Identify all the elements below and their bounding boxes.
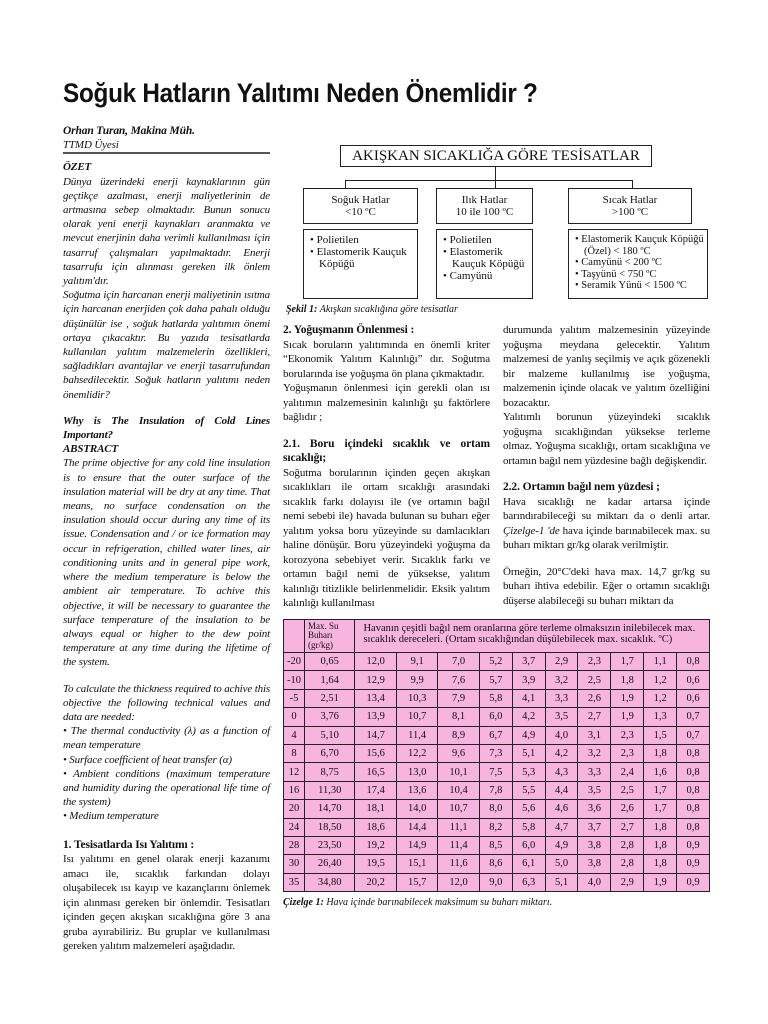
abstract-bullet: • Ambient conditions (maximum temperature and humidity during the operational life time of the system) <box>63 767 270 809</box>
material-item: • Camyünü < 200 ºC <box>575 257 662 268</box>
value-cell: 5,1 <box>512 744 545 762</box>
value-cell: 3,8 <box>578 836 611 854</box>
value-cell: 7,0 <box>438 653 479 671</box>
table-row <box>284 744 710 762</box>
value-cell: 8,6 <box>479 855 512 873</box>
value-cell: 19,5 <box>355 855 396 873</box>
value-cell: 1,7 <box>644 781 677 799</box>
value-cell: 12,0 <box>438 873 479 891</box>
caption-label: Şekil 1: <box>286 304 318 315</box>
value-cell: 1,2 <box>644 671 677 689</box>
value-cell: 6,3 <box>512 873 545 891</box>
temperature-cell: -10 <box>284 671 305 689</box>
max-vapor-cell: 8,75 <box>305 763 355 781</box>
value-cell: 4,9 <box>545 836 578 854</box>
table-row <box>284 689 710 707</box>
value-cell: 2,3 <box>578 653 611 671</box>
value-cell: 0,9 <box>677 873 710 891</box>
value-cell: 12,0 <box>355 653 396 671</box>
group-name: Sıcak Hatlar <box>602 194 658 206</box>
table-row <box>284 818 710 836</box>
table-row <box>284 653 710 671</box>
section-text <box>503 495 710 553</box>
column-middle <box>283 323 490 611</box>
value-cell: 17,4 <box>355 781 396 799</box>
material-item: • Seramik Yünü < 1500 ºC <box>575 280 687 291</box>
table-row <box>284 671 710 689</box>
value-cell: 6,0 <box>512 836 545 854</box>
column-right <box>503 323 710 611</box>
value-cell: 0,6 <box>677 689 710 707</box>
header-empty <box>284 619 305 653</box>
max-vapor-cell: 6,70 <box>305 744 355 762</box>
material-item: • Elastomerik Kauçuk Köpüğü <box>443 246 525 270</box>
value-cell: 14,4 <box>396 818 437 836</box>
value-cell: 4,2 <box>512 708 545 726</box>
value-cell: 3,5 <box>578 781 611 799</box>
value-cell: 12,2 <box>396 744 437 762</box>
value-cell: 11,4 <box>438 836 479 854</box>
value-cell: 18,6 <box>355 818 396 836</box>
temperature-cell: 4 <box>284 726 305 744</box>
table-row <box>284 781 710 799</box>
value-cell: 2,8 <box>611 855 644 873</box>
temperature-cell: 35 <box>284 873 305 891</box>
max-vapor-cell: 34,80 <box>305 873 355 891</box>
value-cell: 8,9 <box>438 726 479 744</box>
value-cell: 14,7 <box>355 726 396 744</box>
abstract-bullet: • Medium temperature <box>63 810 159 823</box>
value-cell: 5,7 <box>479 671 512 689</box>
value-cell: 9,0 <box>479 873 512 891</box>
value-cell: 0,7 <box>677 726 710 744</box>
author-name: Orhan Turan, Makina Müh. <box>63 125 195 137</box>
section-text: Örneğin, 20°C'deki hava max. 14,7 gr/kg su buharı ihtiva edebilir. Eğer o ortamın sıcaklığı düşerse alabileceği su buharı miktarı da <box>503 565 710 607</box>
value-cell: 1,9 <box>611 708 644 726</box>
value-cell: 20,2 <box>355 873 396 891</box>
value-cell: 2,9 <box>545 653 578 671</box>
section-text: Yalıtımlı borunun yüzeyindeki sıcaklık yoğuşma sıcaklığından yüksekse terleme olmaz. Yoğuşma sıcaklığı, ortam sıcaklığına ve ortamın bağıl nem yüzdesine bağlı değişkendir. <box>503 411 710 467</box>
value-cell: 11,6 <box>438 855 479 873</box>
table-row <box>284 726 710 744</box>
value-cell: 4,6 <box>545 800 578 818</box>
value-cell: 13,9 <box>355 708 396 726</box>
material-item: • Polietilen <box>310 234 359 246</box>
value-cell: 12,9 <box>355 671 396 689</box>
value-cell: 15,1 <box>396 855 437 873</box>
value-cell: 8,5 <box>479 836 512 854</box>
abstract-title: Why is The Insulation of Cold Lines Important? <box>63 414 270 442</box>
value-cell: 5,8 <box>479 689 512 707</box>
section-1 <box>63 838 270 954</box>
value-cell: 0,6 <box>677 671 710 689</box>
value-cell: 4,4 <box>545 781 578 799</box>
value-cell: 1,8 <box>644 744 677 762</box>
max-vapor-cell: 18,50 <box>305 818 355 836</box>
value-cell: 7,6 <box>438 671 479 689</box>
section-text: Sıcak boruların yalıtımında en önemli kriter “Ekonomik Yalıtım Kalınlığı” dır. Soğutma borularında ise yoğuşma ön plana çıkmaktadır. <box>283 338 490 380</box>
value-cell: 4,0 <box>578 873 611 891</box>
temperature-cell: -5 <box>284 689 305 707</box>
value-cell: 4,2 <box>545 744 578 762</box>
header-max-vapor: Max. Su Buharı (gr/kg) <box>305 619 355 653</box>
value-cell: 4,9 <box>512 726 545 744</box>
group-name: Soğuk Hatlar <box>331 194 390 206</box>
value-cell: 13,0 <box>396 763 437 781</box>
value-cell: 3,7 <box>578 818 611 836</box>
abstract-bullet: • Surface coefficient of heat transfer (α) <box>63 753 232 766</box>
table-row <box>284 873 710 891</box>
temperature-cell: 8 <box>284 744 305 762</box>
value-cell: 2,5 <box>578 671 611 689</box>
abstract-paragraph: The prime objective for any cold line insulation is to ensure that the outer surface of the insulation material will be dry at any time. That means, no surface condensation on the insulation should occur during any time of its issue. Condensation and / or ice formation may occur in refrigeration, chilled water lines, air conditioning units and in general pipe work, where the medium temperature is below the ambient air temperature. To achive this objective, it will be necessary to guarantee the surface temperature of the insulation to be always equal or higher to the dew point temperature at any time during the lifetime of the system. <box>63 457 270 669</box>
value-cell: 8,0 <box>479 800 512 818</box>
value-cell: 14,9 <box>396 836 437 854</box>
value-cell: 4,0 <box>545 726 578 744</box>
value-cell: 10,3 <box>396 689 437 707</box>
value-cell: 1,6 <box>644 763 677 781</box>
value-cell: 5,1 <box>545 873 578 891</box>
value-cell: 9,6 <box>438 744 479 762</box>
value-cell: 0,8 <box>677 818 710 836</box>
ozet-paragraph: Soğutma için harcanan enerji maliyetinin ısıtma için harcanan enerjiden çok daha pahalı olduğu düşünülür ise , soğuk hatlarda yalıtımın önemi ortaya çıkacaktır. Bu yazıda tesisatlarda kullanılan yalıtım malzemelerin özellikleri, sağladıkları avantajlar ve enerji tasarrufundan bahsedilecektir. Soğuk hatların yalıtımı neden önemlidir? <box>63 289 270 401</box>
value-cell: 6,1 <box>512 855 545 873</box>
value-cell: 7,8 <box>479 781 512 799</box>
value-cell: 10,1 <box>438 763 479 781</box>
value-cell: 2,9 <box>611 873 644 891</box>
max-vapor-cell: 2,51 <box>305 689 355 707</box>
value-cell: 2,6 <box>578 689 611 707</box>
materials-list-cold <box>303 229 418 299</box>
value-cell: 2,3 <box>611 726 644 744</box>
value-cell: 15,6 <box>355 744 396 762</box>
value-cell: 5,8 <box>512 818 545 836</box>
temperature-cell: 30 <box>284 855 305 873</box>
value-cell: 1,8 <box>644 818 677 836</box>
value-cell: 1,3 <box>644 708 677 726</box>
value-cell: 2,8 <box>611 836 644 854</box>
value-cell: 10,7 <box>438 800 479 818</box>
temperature-cell: -20 <box>284 653 305 671</box>
value-cell: 3,7 <box>512 653 545 671</box>
value-cell: 3,6 <box>578 800 611 818</box>
value-cell: 1,8 <box>611 671 644 689</box>
material-item: • Taşyünü < 750 ºC <box>575 268 657 280</box>
value-cell: 5,5 <box>512 781 545 799</box>
table-row <box>284 836 710 854</box>
value-cell: 6,7 <box>479 726 512 744</box>
section-text: durumunda yalıtım malzemesinin yüzeyinde yoğuşma meydana gelecektir. Yalıtım malzemesi de yanlış seçilmiş ve açık gözenekli bir malzeme kullanılmış ise yoğuşma, malzemenin içinde olacak ve yalıtım özelliğini bozacaktır. <box>503 324 710 409</box>
value-cell: 7,9 <box>438 689 479 707</box>
caption-label: Çizelge 1: <box>283 897 324 909</box>
author-affiliation: TTMD Üyesi <box>63 138 270 154</box>
table-caption <box>283 897 710 908</box>
material-item: • Polietilen <box>443 234 492 246</box>
value-cell: 0,8 <box>677 781 710 799</box>
max-vapor-cell: 11,30 <box>305 781 355 799</box>
table-row <box>284 763 710 781</box>
value-cell: 0,7 <box>677 708 710 726</box>
value-cell: 4,1 <box>512 689 545 707</box>
value-cell: 2,5 <box>611 781 644 799</box>
value-cell: 11,4 <box>396 726 437 744</box>
caption-text: Akışkan sıcaklığına göre tesisatlar <box>319 304 458 315</box>
temperature-cell: 16 <box>284 781 305 799</box>
value-cell: 1,9 <box>611 689 644 707</box>
max-vapor-cell: 23,50 <box>305 836 355 854</box>
value-cell: 2,7 <box>578 708 611 726</box>
value-cell: 10,7 <box>396 708 437 726</box>
value-cell: 8,2 <box>479 818 512 836</box>
max-vapor-cell: 14,70 <box>305 800 355 818</box>
max-vapor-cell: 5,10 <box>305 726 355 744</box>
value-cell: 0,9 <box>677 855 710 873</box>
group-name: Ilık Hatlar <box>461 194 508 206</box>
value-cell: 5,0 <box>545 855 578 873</box>
value-cell: 9,9 <box>396 671 437 689</box>
group-box-hot <box>568 188 692 224</box>
section-text: Yoğuşmanın önlenmesi için gerekli olan ısı yalıtımın malzemesinin kalınlığı şu faktörlere bağlıdır ; <box>283 382 490 423</box>
value-cell: 10,4 <box>438 781 479 799</box>
left-column <box>63 124 270 954</box>
value-cell: 0,9 <box>677 836 710 854</box>
value-cell: 16,5 <box>355 763 396 781</box>
table-row <box>284 855 710 873</box>
table-reference: Çizelge-1 'de <box>503 524 560 537</box>
group-box-cold <box>303 188 418 224</box>
max-vapor-cell: 3,76 <box>305 708 355 726</box>
value-cell: 13,6 <box>396 781 437 799</box>
value-cell: 5,2 <box>479 653 512 671</box>
value-cell: 7,5 <box>479 763 512 781</box>
value-cell: 2,6 <box>611 800 644 818</box>
table-row <box>284 708 710 726</box>
group-range: <10 ºC <box>345 206 376 218</box>
value-cell: 3,9 <box>512 671 545 689</box>
value-cell: 2,4 <box>611 763 644 781</box>
section-heading: 2.1. Boru içindeki sıcaklık ve ortam sıcaklığı; <box>283 437 490 464</box>
abstract-paragraph: To calculate the thickness required to achive this objective the following technical values and data are needed: <box>63 682 270 723</box>
value-cell: 1,8 <box>644 855 677 873</box>
ozet-paragraph: Dünya üzerindeki enerji kaynaklarının gün geçtikçe azalması, enerji maliyetlerinin de artmasına sebep olmaktadır. Bunun sonucu olarak yeni enerji kaynakları aranmakta ve mevcut enerjinin daha verimli kullanılması için tasarruf çalışmaları yapılmaktadır. Enerji tasarrufu için alınması gereken ilk önlem yalıtım'dır. <box>63 175 270 288</box>
value-cell: 2,3 <box>611 744 644 762</box>
value-cell: 3,2 <box>545 671 578 689</box>
value-cell: 3,5 <box>545 708 578 726</box>
group-range: >100 ºC <box>611 206 649 218</box>
max-vapor-cell: 0,65 <box>305 653 355 671</box>
section-heading: 2.2. Ortamın bağıl nem yüzdesi ; <box>503 481 660 493</box>
materials-list-hot <box>568 229 708 299</box>
value-cell: 1,2 <box>644 689 677 707</box>
material-item: • Camyünü <box>443 270 493 282</box>
abstract-bullet: • The thermal conductivity (λ) as a function of mean temperature <box>63 725 270 752</box>
table-row <box>284 800 710 818</box>
value-cell: 1,1 <box>644 653 677 671</box>
header-description: Havanın çeşitli bağıl nem oranlarına göre terleme olmaksızın inilebilecek max. sıcaklık dereceleri. (Ortam sıcaklığından düşülebilecek max. sıcaklık. ºC) <box>355 619 710 653</box>
value-cell: 19,2 <box>355 836 396 854</box>
value-cell: 11,1 <box>438 818 479 836</box>
value-cell: 2,7 <box>611 818 644 836</box>
value-cell: 0,8 <box>677 653 710 671</box>
text-run: hava içinde barınabilecek max. su buharı miktarı gr/kg olarak verilmiştir. <box>503 524 711 551</box>
temperature-cell: 24 <box>284 818 305 836</box>
value-cell: 14,0 <box>396 800 437 818</box>
value-cell: 4,7 <box>545 818 578 836</box>
value-cell: 6,0 <box>479 708 512 726</box>
value-cell: 3,1 <box>578 726 611 744</box>
section-text: Soğutma borularının içinden geçen akışkan sıcaklıkları ile ortam sıcaklığı arasındaki sıcaklık farkı dolayısı ile (ve ortamın bağıl nemi sebebi ile) havada bulunan su buharı eğer yalıtım yoksa boru yüzeyinde su damlacıkları haline dönüşür. Boru yüzeyindeki yoğuşma da korozyona sebebiyet verir. Sıcaklık farkı ve ortamın bağıl nemi de yüksekse, yalıtım kalınlığı titizlikle belirlenmelidir. Eksik yalıtım kalınlığı kullanılması <box>283 466 490 609</box>
value-cell: 3,2 <box>578 744 611 762</box>
figure-caption <box>286 304 458 315</box>
value-cell: 0,8 <box>677 800 710 818</box>
temperature-cell: 20 <box>284 800 305 818</box>
ozet-heading: ÖZET <box>63 161 92 174</box>
value-cell: 8,1 <box>438 708 479 726</box>
value-cell: 18,1 <box>355 800 396 818</box>
value-cell: 4,3 <box>545 763 578 781</box>
value-cell: 13,4 <box>355 689 396 707</box>
value-cell: 15,7 <box>396 873 437 891</box>
value-cell: 7,3 <box>479 744 512 762</box>
diagram-title: AKIŞKAN SICAKLIĞA GÖRE TESİSATLAR <box>340 145 652 167</box>
value-cell: 3,3 <box>578 763 611 781</box>
temperature-cell: 0 <box>284 708 305 726</box>
value-cell: 1,9 <box>644 873 677 891</box>
abstract-heading: ABSTRACT <box>63 443 119 456</box>
group-box-warm <box>436 188 533 224</box>
section-heading: 1. Tesisatlarda Isı Yalıtımı : <box>63 838 195 851</box>
section-text: Isı yalıtımı en genel olarak enerji kazanımı amacı ile, sıcaklık farkından dolayı oluşabilecek ısı kayıp ve kazançlarını önlemek için alınması gereken bir önlemdir. Tesisatları içinden geçen akışkan sıcaklığına göre 3 ana gruba ayırabiliriz. Bu gruplar ve kullanılması gereken yalıtım malzemeleri aşağıdadır. <box>63 853 270 953</box>
value-cell: 9,1 <box>396 653 437 671</box>
value-cell: 1,7 <box>644 800 677 818</box>
value-cell: 1,7 <box>611 653 644 671</box>
material-item: • Elastomerik Kauçuk Köpüğü (Özel) < 180 ºC <box>575 234 704 257</box>
text-run: Hava sıcaklığı ne kadar artarsa içinde barındırabileceği su miktarı da o denli artar. <box>503 495 710 522</box>
vapor-table <box>283 619 710 893</box>
value-cell: 0,8 <box>677 763 710 781</box>
material-item: • Elastomerik Kauçuk Köpüğü <box>310 246 407 270</box>
temperature-cell: 28 <box>284 836 305 854</box>
materials-list-warm <box>436 229 533 299</box>
right-area <box>283 323 710 908</box>
value-cell: 5,6 <box>512 800 545 818</box>
section-heading: 2. Yoğuşmanın Önlenmesi : <box>283 324 415 336</box>
value-cell: 3,8 <box>578 855 611 873</box>
group-range: 10 ile 100 ºC <box>455 206 514 218</box>
table-header-row <box>284 619 710 653</box>
value-cell: 3,3 <box>545 689 578 707</box>
max-vapor-cell: 26,40 <box>305 855 355 873</box>
value-cell: 1,5 <box>644 726 677 744</box>
value-cell: 5,3 <box>512 763 545 781</box>
temperature-cell: 12 <box>284 763 305 781</box>
value-cell: 1,8 <box>644 836 677 854</box>
max-vapor-cell: 1,64 <box>305 671 355 689</box>
page-title: Soğuk Hatların Yalıtımı Neden Önemlidir ? <box>63 78 538 108</box>
caption-text: Hava içinde barınabilecek maksimum su buharı miktarı. <box>326 897 553 909</box>
value-cell: 0,8 <box>677 744 710 762</box>
